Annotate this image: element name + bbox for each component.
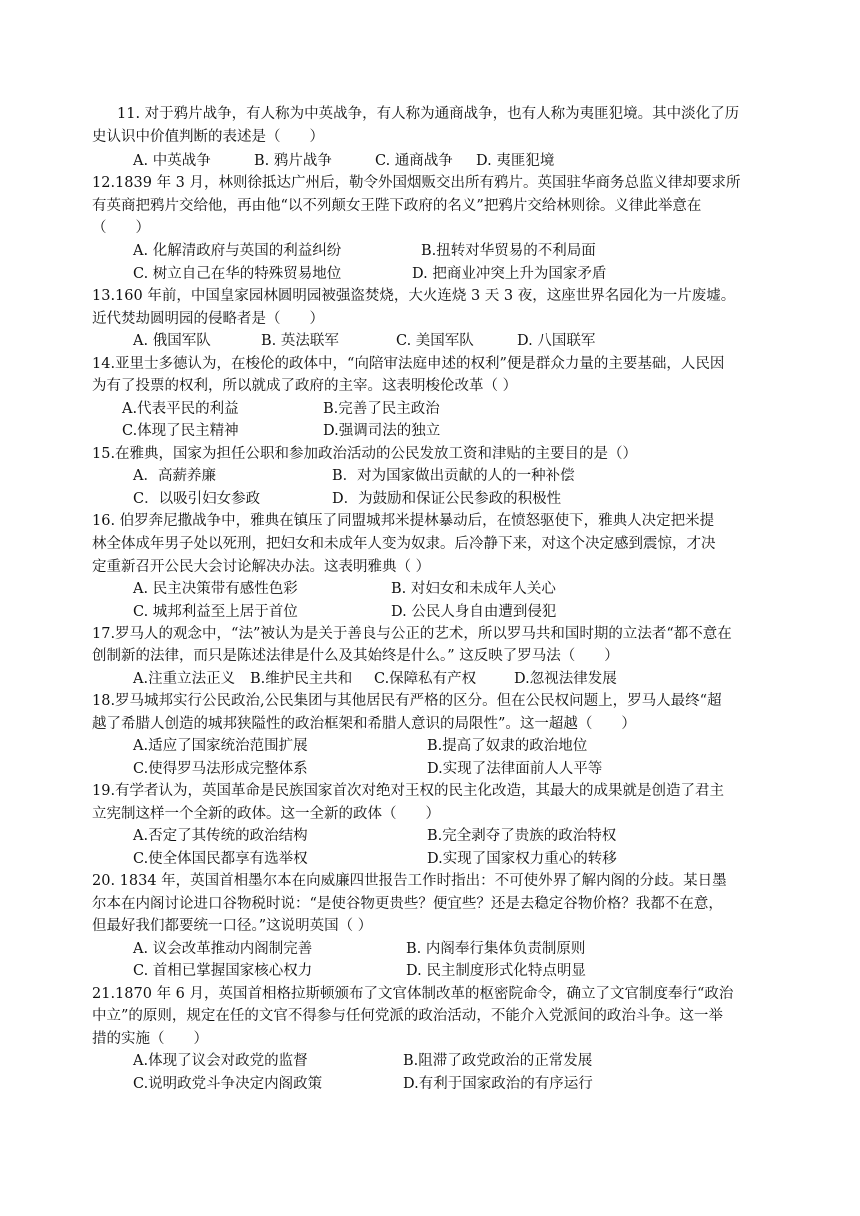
option-a: A. 中英战争 (133, 153, 211, 169)
option-d: D. 夷匪犯境 (476, 153, 555, 169)
option-c: C.保障私有产权 (374, 671, 477, 687)
option-b: B. 内阁奉行集体负责制原则 (406, 941, 586, 957)
option-a: A.否定了其传统的政治结构 (133, 828, 308, 844)
option-c: C.使全体国民都享有选举权 (133, 851, 308, 867)
option-a: A.体现了议会对政党的监督 (133, 1053, 308, 1069)
question-stem-line: 11. 对于鸦片战争，有人称为中英战争，有人称为通商战争，也有人称为夷匪犯境。其中淡化了历 (117, 106, 740, 122)
option-b: B.阻滞了政党政治的正常发展 (403, 1053, 593, 1069)
question-stem-line: 20. 1834 年，英国首相墨尔本在向威廉四世报告工作时指出：不可使外界了解内阁的分歧。某日墨 (92, 873, 727, 889)
question-stem-line: 14.亚里士多德认为，在梭伦的政体中，“向陪审法庭申述的权利”便是群众力量的主要基础，人民因 (92, 356, 725, 372)
question-stem-line: 尔本在内阁讨论进口谷物税时说：“是使谷物更贵些？便宜些？还是去稳定谷物价格？我都不在意， (92, 896, 723, 912)
option-a: A.注重立法正义 (133, 671, 236, 687)
option-d: D.有利于国家政治的有序运行 (403, 1076, 593, 1092)
option-b: B. 英法联军 (261, 333, 339, 349)
question-stem-line: 措的实施（ ） (92, 1031, 208, 1047)
option-c: C．以吸引妇女参政 (133, 491, 261, 507)
option-c: C. 美国军队 (396, 333, 474, 349)
question-stem-line: 15.在雅典，国家为担任公职和参加政治活动的公民发放工资和津贴的主要目的是（） (92, 446, 638, 462)
question-stem-line: 21.1870 年 6 月，英国首相格拉斯顿颁布了文官体制改革的枢密院命令，确立了文官制度奉行“政治 (92, 986, 734, 1002)
option-c: C. 城邦利益至上居于首位 (133, 604, 298, 620)
option-b: B. 鸦片战争 (254, 153, 332, 169)
question-stem-line: 12.1839 年 3 月，林则徐抵达广州后，勒令外国烟贩交出所有鸦片。英国驻华商务总监义律却要求所 (92, 175, 741, 191)
option-d: D.实现了国家权力重心的转移 (427, 851, 617, 867)
option-a: A.适应了国家统治范围扩展 (133, 738, 308, 754)
question-stem-line: 林全体成年男子处以死刑，把妇女和未成年人变为奴隶。后冷静下来，对这个决定感到震惊，才决 (92, 536, 716, 552)
question-stem-line: 18.罗马城邦实行公民政治,公民集团与其他居民有严格的区分。但在公民权问题上，罗马人最终“超 (92, 693, 722, 709)
option-c: C. 首相已掌握国家核心权力 (133, 963, 313, 979)
option-d: D. 八国联军 (517, 333, 596, 349)
option-a: A. 民主决策带有感性色彩 (133, 581, 298, 597)
question-stem-line: 13.160 年前，中国皇家园林圆明园被强盗焚烧，大火连烧 3 天 3 夜，这座世界名园化为一片废墟。 (92, 288, 736, 304)
question-stem-line: （ ） (92, 220, 150, 236)
option-b: B．对为国家做出贡献的人的一种补偿 (332, 468, 575, 484)
option-d: D.实现了法律面前人人平等 (427, 761, 603, 777)
question-stem-line: 史认识中价值判断的表述是（ ） (92, 129, 324, 145)
option-a: A.代表平民的利益 (122, 401, 239, 417)
option-d: D. 公民人身自由遭到侵犯 (391, 604, 557, 620)
option-d: D．为鼓励和保证公民参政的积极性 (332, 491, 562, 507)
question-stem-line: 立宪制这样一个全新的政体。这一全新的政体（ ） (92, 806, 440, 822)
option-b: B.完善了民主政治 (323, 401, 440, 417)
option-b: B.提高了奴隶的政治地位 (427, 738, 588, 754)
question-stem-line: 但最好我们都要统一口径。”这说明英国（ ） (92, 918, 373, 934)
option-a: A．高薪养廉 (133, 468, 216, 484)
option-a: A. 议会改革推动内阁制完善 (133, 941, 313, 957)
option-b: B.扭转对华贸易的不利局面 (421, 243, 596, 259)
option-b: B. 对妇女和未成年人关心 (391, 581, 556, 597)
question-stem-line: 有英商把鸦片交给他，再由他“以不列颠女王陛下政府的名义”把鸦片交给林则徐。义律此举意在 (92, 198, 702, 214)
question-stem-line: 定重新召开公民大会讨论解决办法。这表明雅典（ ） (92, 559, 431, 575)
option-c: C.使得罗马法形成完整体系 (133, 761, 308, 777)
option-b: B.维护民主共和 (250, 671, 353, 687)
option-c: C.体现了民主精神 (122, 423, 239, 439)
option-a: A. 化解清政府与英国的利益纠纷 (133, 243, 342, 259)
option-d: D.忽视法律发展 (514, 671, 617, 687)
option-c: C.说明政党斗争决定内阁政策 (133, 1076, 323, 1092)
question-stem-line: 越了希腊人创造的城邦狭隘性的政治框架和希腊人意识的局限性”。这一超越（ ） (92, 716, 636, 732)
option-c: C. 通商战争 (375, 153, 453, 169)
option-d: D.强调司法的独立 (323, 423, 441, 439)
question-stem-line: 17.罗马人的观念中，“法”被认为是关于善良与公正的艺术，所以罗马共和国时期的立法者“都不意在 (92, 626, 732, 642)
question-stem-line: 中立”的原则，规定在任的文官不得参与任何党派的政治活动，不能介入党派间的政治斗争。这一举 (92, 1008, 723, 1024)
question-stem-line: 16. 伯罗奔尼撒战争中，雅典在镇压了同盟城邦米提林暴动后，在愤怒驱使下，雅典人决定把米提 (92, 513, 715, 529)
question-stem-line: 创制新的法律，而只是陈述法律是什么及其始终是什么。” 这反映了罗马法（ ） (92, 648, 619, 664)
option-d: D. 民主制度形式化特点明显 (406, 963, 586, 979)
option-c: C. 树立自己在华的特殊贸易地位 (133, 266, 342, 282)
option-a: A. 俄国军队 (133, 333, 211, 349)
question-stem-line: 近代焚劫圆明园的侵略者是（ ） (92, 311, 324, 327)
option-b: B.完全剥夺了贵族的政治特权 (427, 828, 617, 844)
question-stem-line: 19.有学者认为，英国革命是民族国家首次对绝对王权的民主化改造，其最大的成果就是创造了君主 (92, 783, 725, 799)
option-d: D. 把商业冲突上升为国家矛盾 (412, 266, 607, 282)
question-stem-line: 为有了投票的权利，所以就成了政府的主宰。这表明梭伦改革（ ） (92, 378, 518, 394)
